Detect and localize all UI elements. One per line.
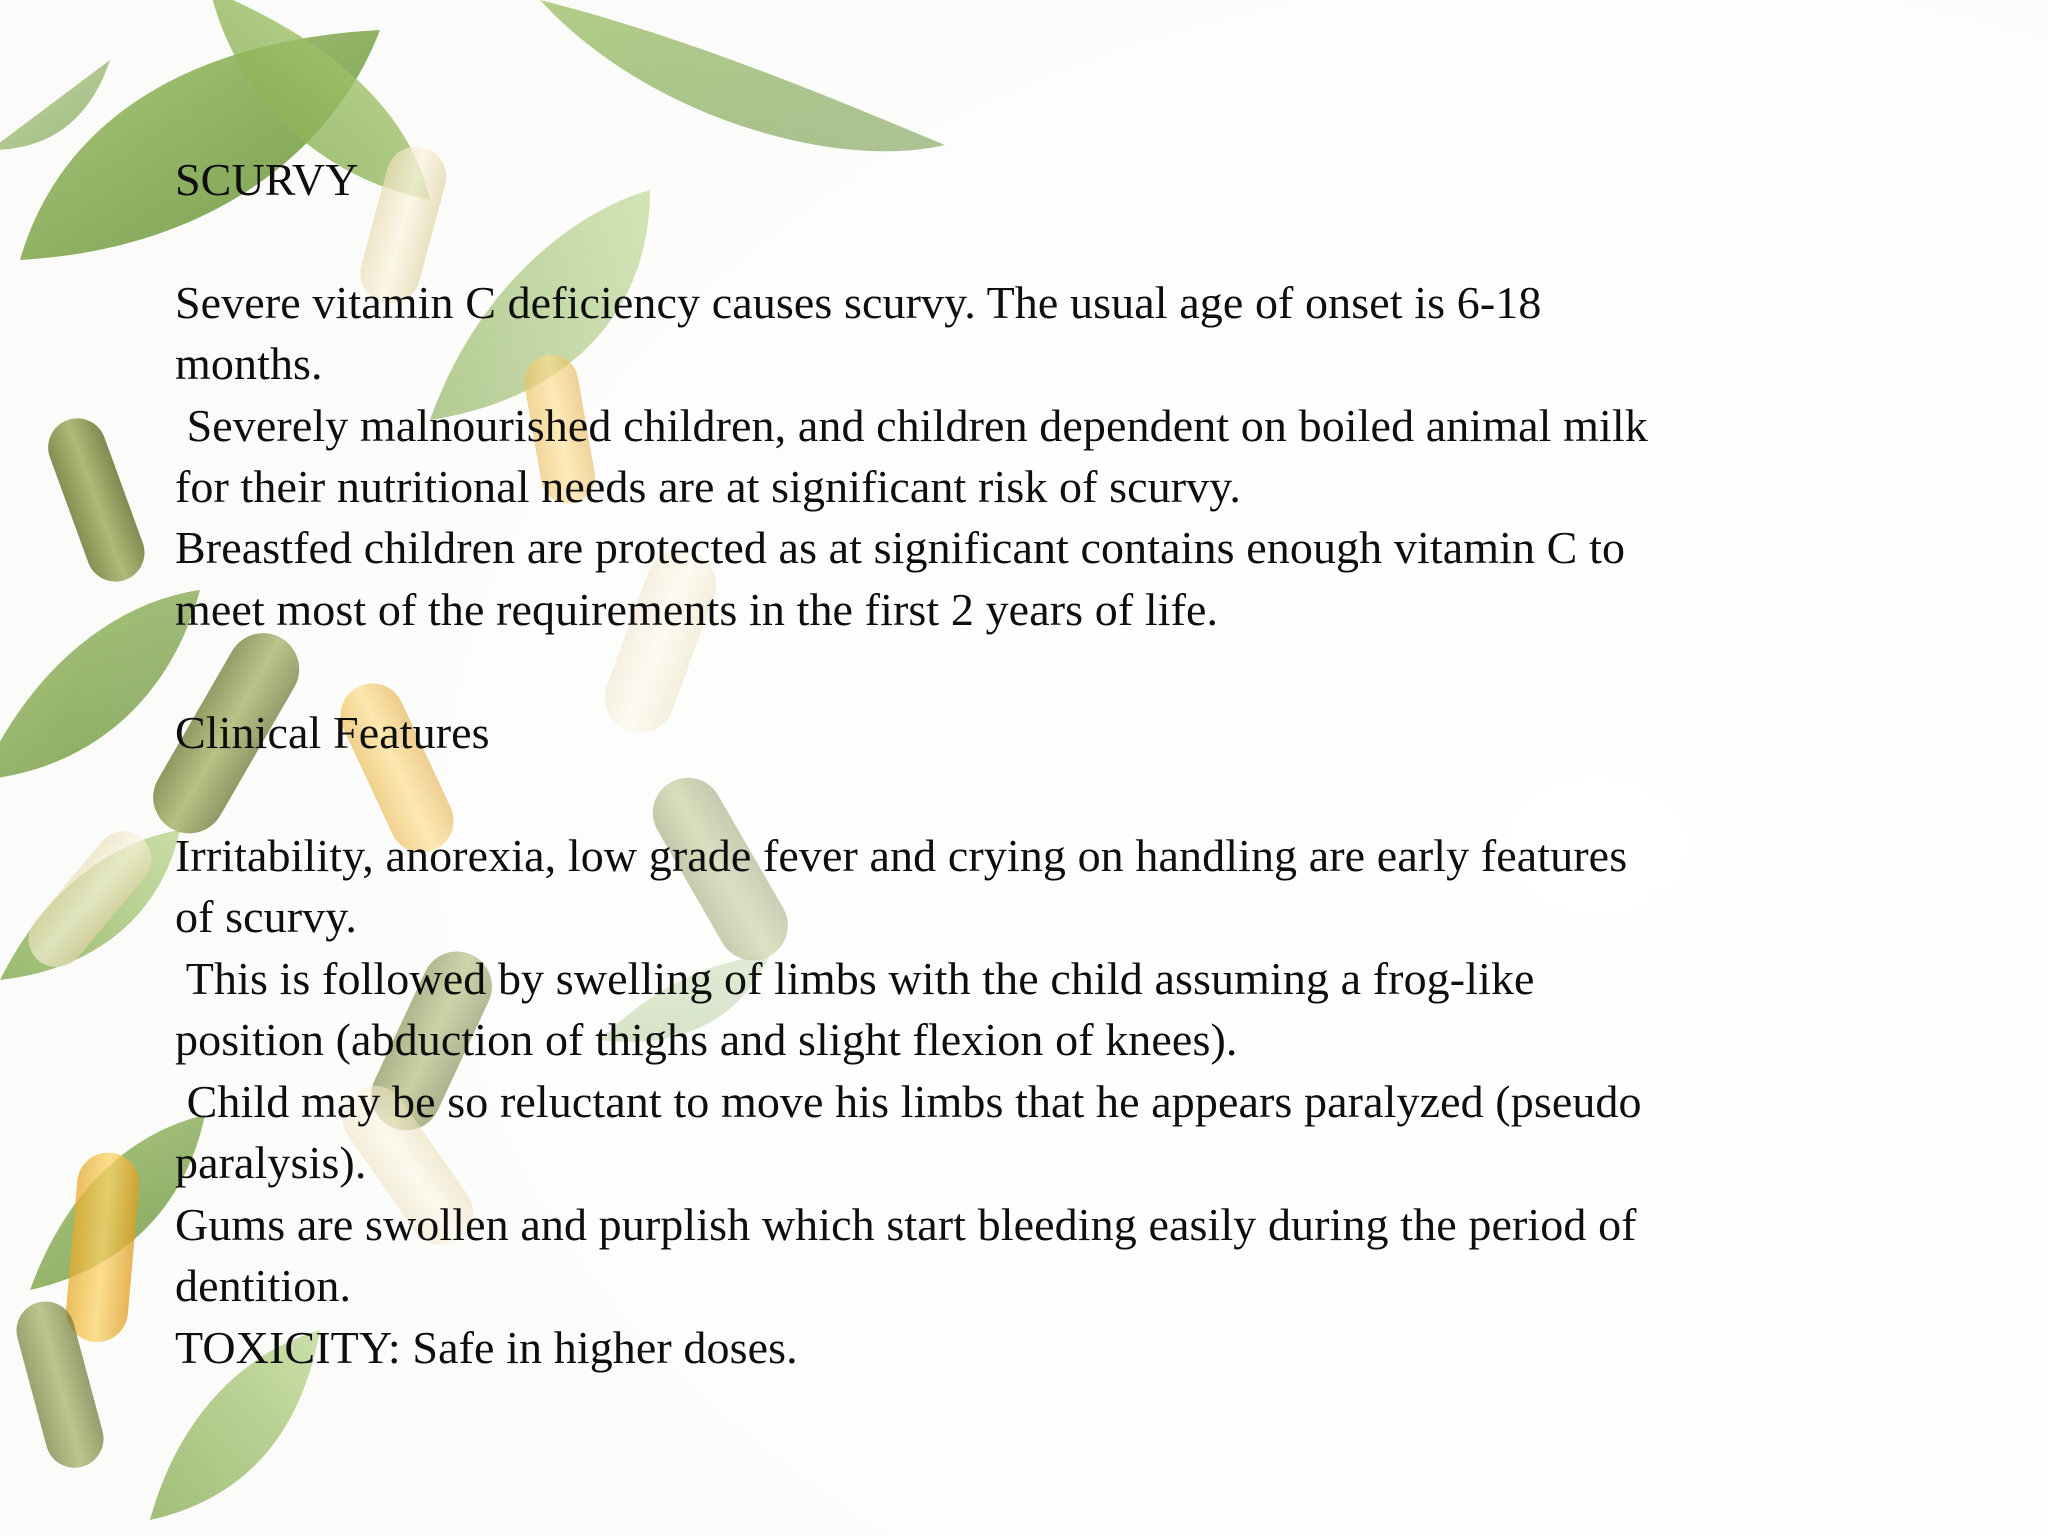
slide-content	[175, 0, 1875, 1536]
feature-line: Gums are swollen and purplish which start bleeding easily during the period of	[175, 1199, 1637, 1250]
slide-title: SCURVY	[175, 154, 359, 205]
feature-line: Child may be so reluctant to move his limbs that he appears paralyzed (pseudo	[175, 1076, 1642, 1127]
toxicity-line: TOXICITY: Safe in higher doses.	[175, 1322, 798, 1373]
feature-line: paralysis).	[175, 1137, 367, 1188]
intro-line: meet most of the requirements in the first 2 years of life.	[175, 584, 1219, 635]
feature-line: dentition.	[175, 1260, 352, 1311]
intro-line: Severely malnourished children, and children dependent on boiled animal milk	[175, 400, 1648, 451]
intro-line: months.	[175, 338, 323, 389]
intro-line: Breastfed children are protected as at significant contains enough vitamin C to	[175, 522, 1626, 573]
intro-line: Severe vitamin C deficiency causes scurvy. The usual age of onset is 6-18	[175, 277, 1542, 328]
feature-line: position (abduction of thighs and slight flexion of knees).	[175, 1014, 1238, 1065]
feature-line: This is followed by swelling of limbs with the child assuming a frog-like	[175, 953, 1535, 1004]
feature-line: Irritability, anorexia, low grade fever and crying on handling are early features	[175, 830, 1628, 881]
intro-line: for their nutritional needs are at significant risk of scurvy.	[175, 461, 1241, 512]
section-heading: Clinical Features	[175, 707, 490, 758]
feature-line: of scurvy.	[175, 891, 357, 942]
